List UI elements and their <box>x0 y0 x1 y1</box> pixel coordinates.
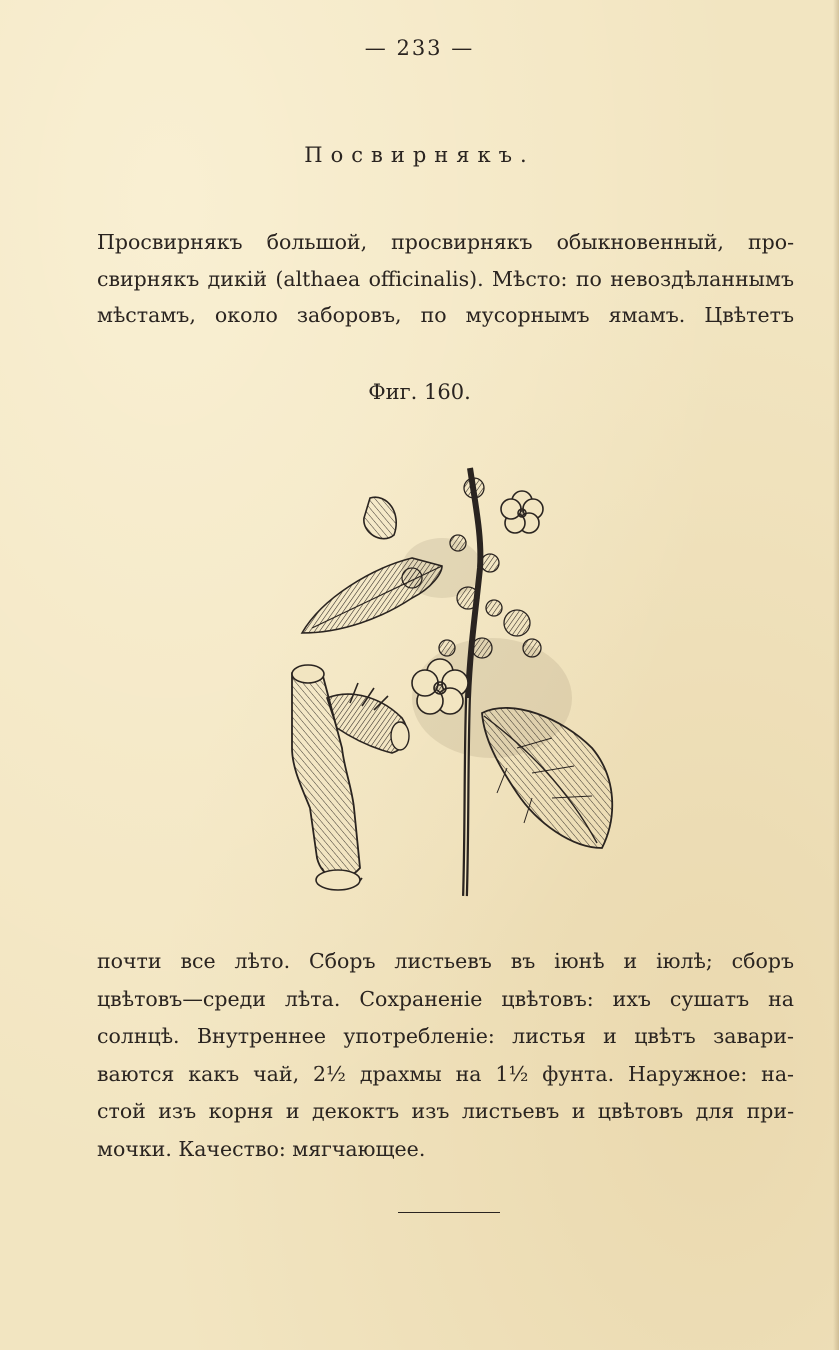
article-title: Посвирнякъ. <box>304 143 535 167</box>
intro-paragraph <box>97 224 794 334</box>
leaf-shape <box>302 558 442 633</box>
text-line: ваются какъ чай, 2½ драхмы на 1½ фунта. Наружное: на- <box>97 1061 794 1086</box>
text-line: Просвирнякъ большой, просвирнякъ обыкновенный, про- <box>97 230 794 254</box>
root-piece <box>292 665 409 890</box>
text-line: свирнякъ дикій (althaea officinalis). Мѣсто: по невоздѣланнымъ <box>97 266 794 291</box>
text-line: мочки. Качество: мягчающее. <box>97 1136 426 1161</box>
text-line: солнцѣ. Внутреннее употребленіе: листья и цвѣтъ завари- <box>97 1024 794 1048</box>
section-divider <box>398 1212 500 1213</box>
figure-label: Фиг. 160. <box>368 380 471 404</box>
text-line: цвѣтовъ—среди лѣта. Сохраненіе цвѣтовъ: ихъ сушатъ на <box>97 986 794 1011</box>
page-edge-shadow <box>833 0 839 1350</box>
text-line: стой изъ корня и декоктъ изъ листьевъ и цвѣтовъ для при- <box>97 1099 794 1123</box>
plant-illustration <box>262 448 632 908</box>
text-line: мѣстамъ, около заборовъ, по мусорнымъ ямамъ. Цвѣтетъ <box>97 303 794 327</box>
page-number: — 233 — <box>364 36 475 60</box>
usage-paragraph <box>97 943 794 1168</box>
text-line: почти все лѣто. Сборъ листьевъ въ іюнѣ и іюлѣ; сборъ <box>97 949 794 973</box>
